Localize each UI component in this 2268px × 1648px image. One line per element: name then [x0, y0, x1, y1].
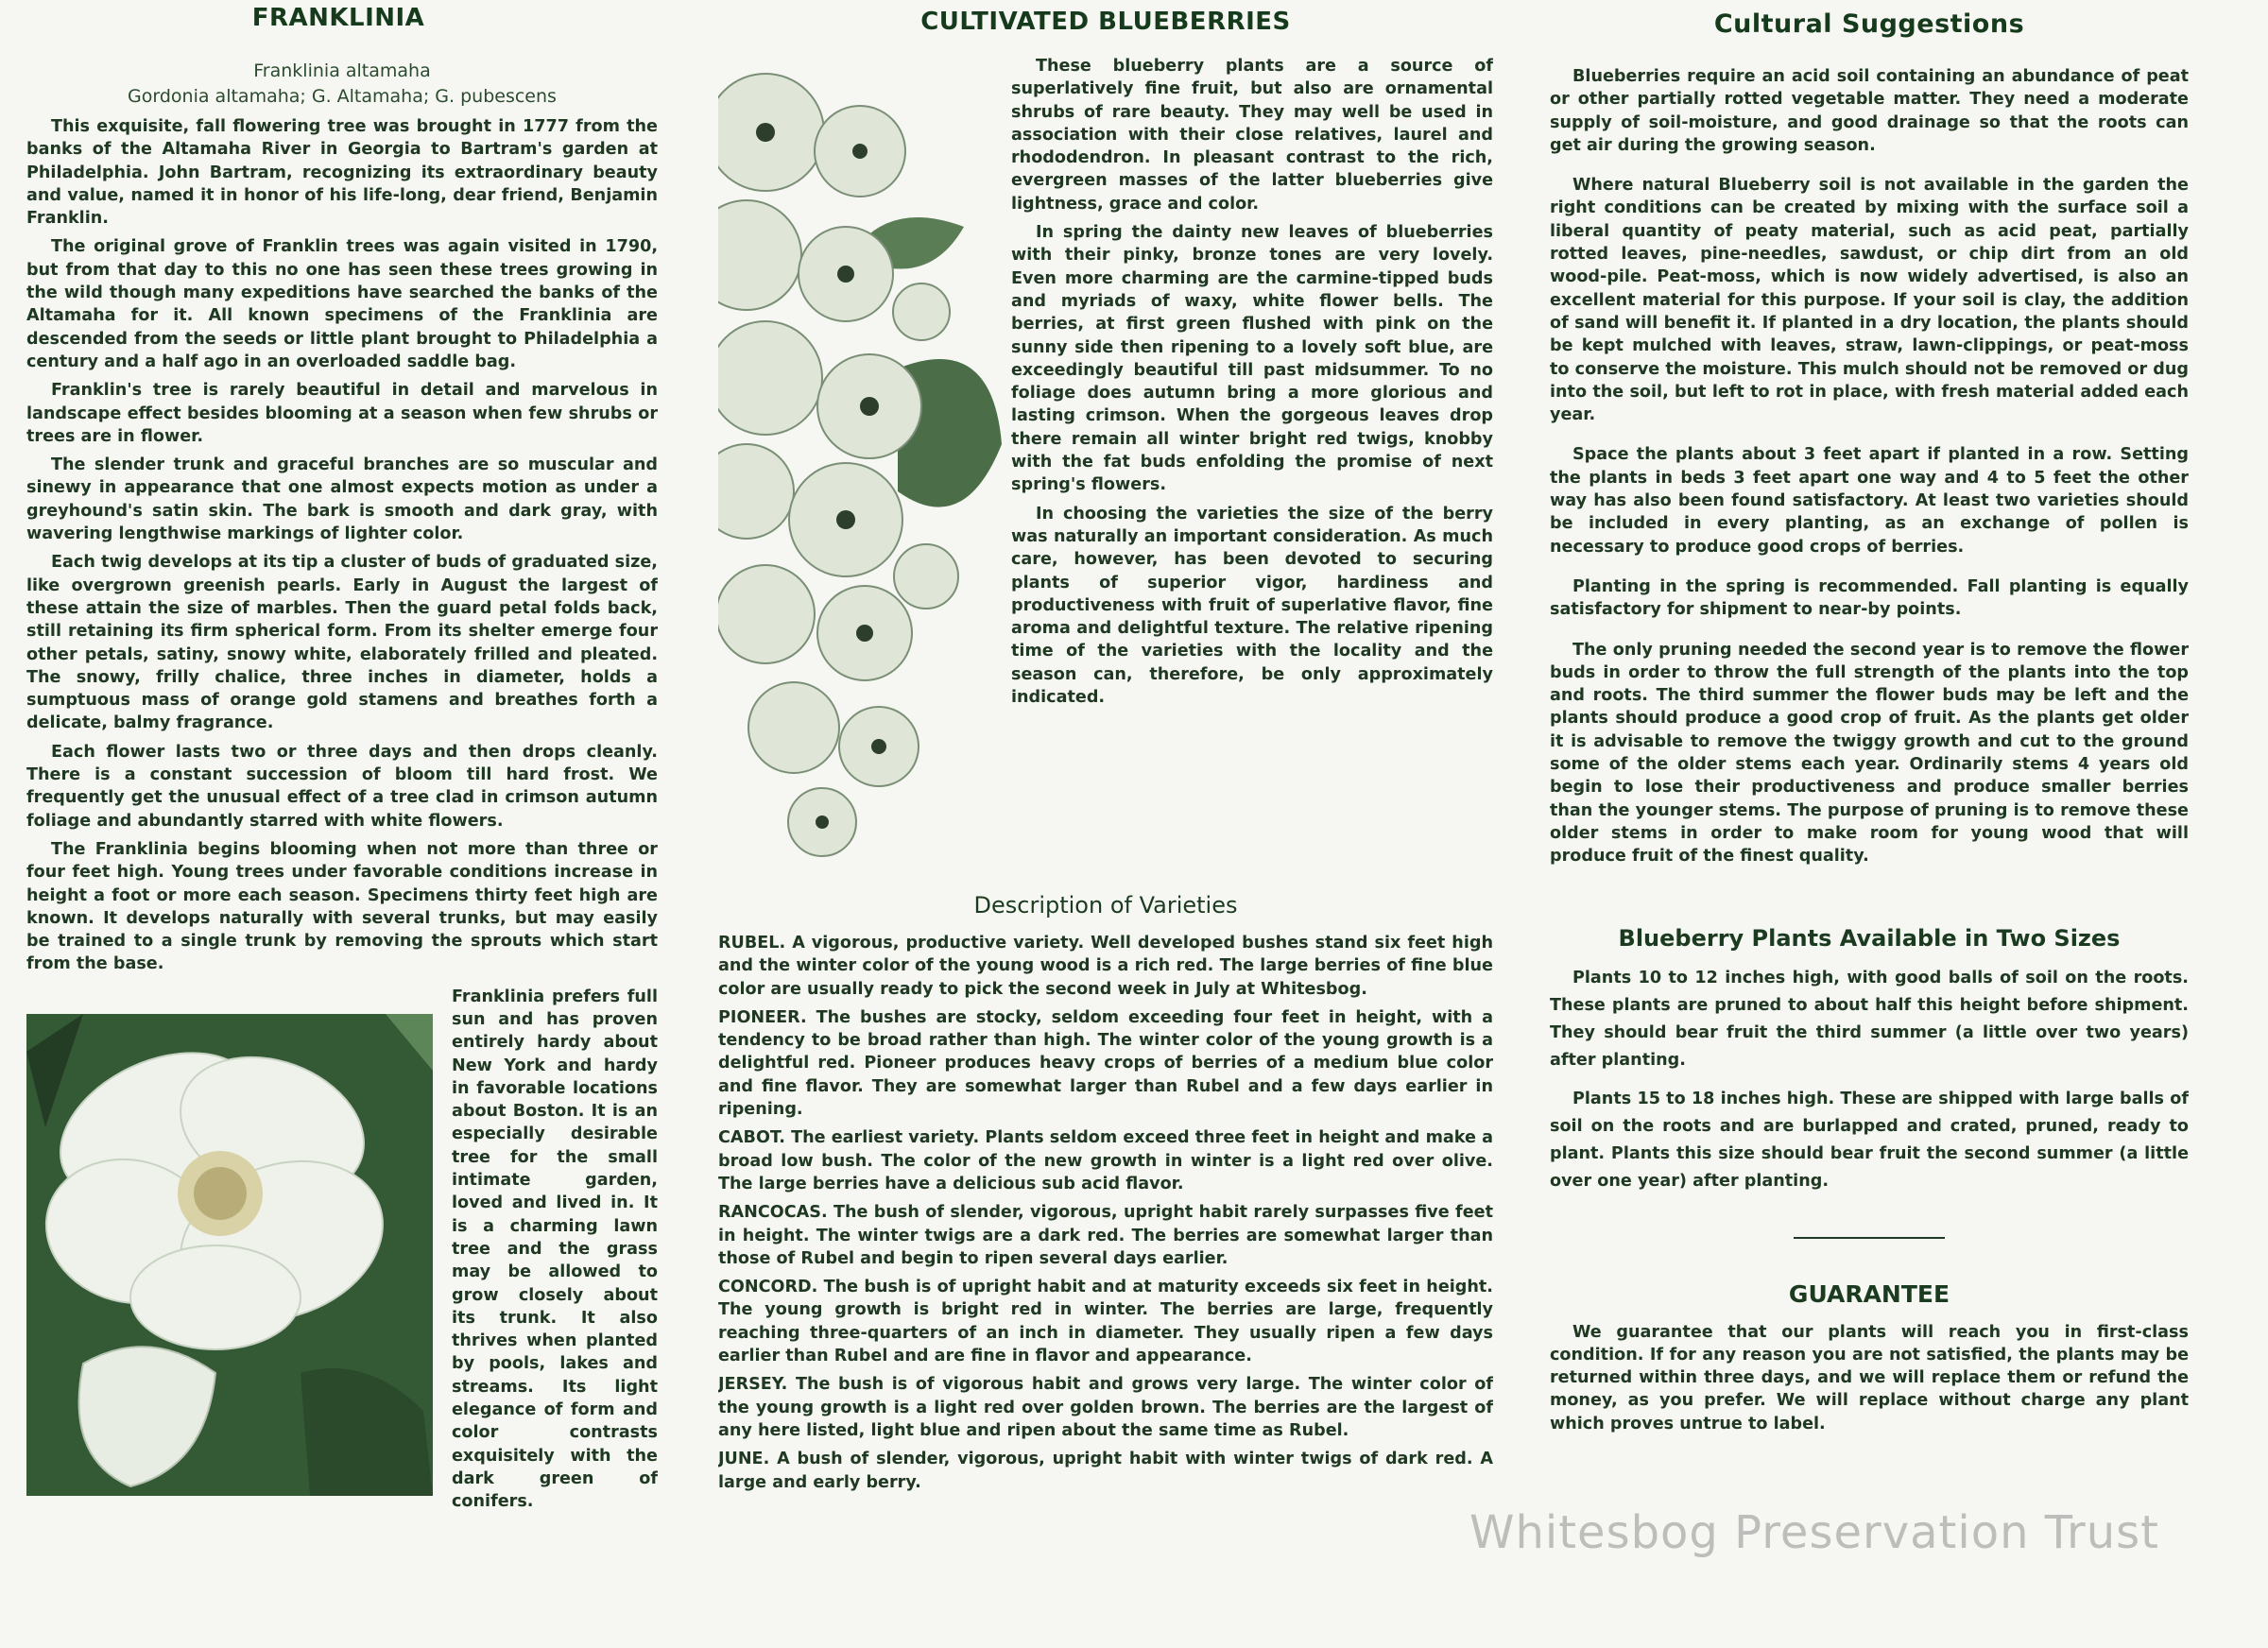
variety-name: RANCOCAS.: [718, 1203, 828, 1223]
watermark: Whitesbog Preservation Trust: [1469, 1506, 2159, 1559]
blueberries-paragraph: These blueberry plants are a source of superlatively fine fruit, but also are ornamental shrubs of rare beauty. They may well be used in association with their close relatives, laurel and rhododendron. In pleasant contrast to the rich, evergreen masses of the latter blueberries give lightness, grace and color.: [1011, 57, 1493, 214]
franklinia-flower-photo: [26, 1014, 433, 1496]
variety-description: A vigorous, productive variety. Well developed bushes stand six feet high and the winter color of the young wood is a rich red. The large berries of fine blue color are usually ready to pick the second week in July at Whitesbog.: [718, 934, 1493, 999]
variety-name: PIONEER.: [718, 1007, 807, 1027]
blueberries-paragraph: In choosing the varieties the size of the berry was naturally an important consideration. As much care, however, has been devoted to securing plants of superior vigor, hardiness and productiveness with fruit of superlative flavor, fine aroma and delightful texture. The relative ripening time of the varieties with the locality and the season can, therefore, be only approximately indicated.: [1011, 504, 1493, 708]
variety-item: [718, 1373, 1493, 1442]
variety-item: [718, 1276, 1493, 1367]
franklinia-latin-name: Franklinia altamaha: [253, 60, 431, 81]
franklinia-flower-illustration: [26, 1014, 433, 1496]
variety-description: The bush of slender, vigorous, upright habit rarely surpasses five feet in height. The winter twigs are a dark red. The berries are somewhat larger than those of Rubel and begin to ripen several days earlier.: [718, 1203, 1493, 1268]
cultural-title: Cultural Suggestions: [1713, 9, 2025, 39]
sizes-list: [1550, 965, 2189, 1195]
cultural-paragraph: Space the plants about 3 feet apart if planted in a row. Setting the plants in beds 3 feet apart one way and 4 to 5 feet the other way has also been found satisfactory. At least two varieties should be included in every planting, as an exchange of pollen is necessary to produce good crops of berries.: [1550, 445, 2189, 557]
franklinia-paragraph: This exquisite, fall flowering tree was brought in 1777 from the banks of the Altamaha River in Georgia to Bartram's garden at Philadelphia. John Bartram, recognizing its extraordinary beauty and value, named it in honor of his life-long, dear friend, Benjamin Franklin.: [26, 117, 658, 229]
guarantee-heading: GUARANTEE: [1788, 1279, 1950, 1308]
guarantee-text: We guarantee that our plants will reach you in first-class condition. If for any reason you are not satisfied, the plants may be returned within three days, and we will replace them or refund the money, as you prefer. We will replace without charge any plant which proves untrue to label.: [1550, 1322, 2189, 1433]
franklinia-paragraph: Each flower lasts two or three days and then drops cleanly. There is a constant succession of bloom till hard frost. We frequently get the unusual effect of a tree clad in crimson autumn foliage and abundantly starred with white flowers.: [26, 742, 658, 831]
franklinia-paragraph: The original grove of Franklin trees was again visited in 1790, but from that day to this no one has seen these trees growing in the wild though many expeditions have searched the banks of the Altamaha for it. All known specimens of the Franklinia are descended from the seeds or little plant brought to Philadelphia a century and a half ago in an overloaded saddle bag.: [26, 237, 658, 371]
size-item: Plants 10 to 12 inches high, with good balls of soil on the roots. These plants are pruned to about half this height before shipment. They should bear fruit the third summer (a little over two years) after planting.: [1550, 968, 2189, 1070]
franklinia-paragraph: The slender trunk and graceful branches are so muscular and sinewy in appearance that one almost expects motion as under a greyhound's satin skin. The bark is smooth and dark gray, with wavering lengthwise markings of lighter color.: [26, 455, 658, 544]
franklinia-title: FRANKLINIA: [251, 4, 425, 32]
variety-list: [718, 932, 1493, 1494]
variety-name: JUNE.: [718, 1450, 770, 1469]
blueberries-title: CULTIVATED BLUEBERRIES: [920, 8, 1291, 36]
varieties-heading: Description of Varieties: [973, 892, 1238, 918]
size-item: Plants 15 to 18 inches high. These are shipped with large balls of soil on the roots and are burlapped and crated, pruned, ready to plant. Plants this size should bear fruit the second summer (a little over one year) after planting.: [1550, 1089, 2189, 1191]
variety-name: CABOT.: [718, 1128, 785, 1148]
sizes-heading: Blueberry Plants Available in Two Sizes: [1618, 924, 2121, 952]
franklinia-paragraph: Franklinia prefers full sun and has proven entirely hardy about New York and hardy in favorable locations about Boston. It is an especially desirable tree for the small intimate garden, loved and lived in. It is a charming lawn tree and the grass may be allowed to grow closely about its trunk. It also thrives when planted by pools, lakes and streams. Its light elegance of form and color contrasts exquisitely with the dark green of conifers.: [452, 987, 658, 1512]
variety-description: The bushes are stocky, seldom exceeding four feet in height, with a tendency to be broad rather than high. The winter color of the young growth is a delightful red. Pioneer produces heavy crops of berries of a medium blue color and fine flavor. They are somewhat larger than Rubel and a few days earlier in ripening.: [718, 1007, 1493, 1120]
cultural-paragraph: The only pruning needed the second year is to remove the flower buds in order to throw the full strength of the plants into the top and roots. The third summer the flower buds may be left and the plants should produce a good crop of fruit. As the plants get older it is advisable to remove the twiggy growth and cut to the ground some of the older stems each year. Ordinarily stems 4 years old begin to lose their productiveness and produce smaller berries than the younger stems. The purpose of pruning is to remove these older stems in order to make room for young wood that will produce fruit of the finest quality.: [1550, 640, 2189, 867]
variety-item: [718, 1448, 1493, 1494]
variety-item: [718, 1201, 1493, 1270]
variety-description: The bush is of upright habit and at maturity exceeds six feet in height. The young growth is bright red in winter. The berries are large, frequently reaching three-quarters of an inch in diameter. They usually ripen a few days earlier than Rubel and are fine in flavor and appearance.: [718, 1278, 1493, 1366]
cultural-paragraph: Where natural Blueberry soil is not available in the garden the right conditions can be created by mixing with the surface soil a liberal quantity of peaty material, such as acid peat, partially rotted leaves, pine-needles, sawdust, or chip dirt from an old wood-pile. Peat-moss, which is now widely advertised, is also an excellent material for this purpose. If your soil is clay, the addition of sand will benefit it. If planted in a dry location, the plants should be kept mulched with leaves, straw, lawn-clippings, or peat-moss to conserve the moisture. This mulch should not be removed or dug into the soil, but left to rot in place, with fresh material added each year.: [1550, 176, 2189, 425]
cultural-paragraph: Planting in the spring is recommended. Fall planting is equally satisfactory for shipment to near-by points.: [1550, 576, 2189, 620]
franklinia-paragraph: The Franklinia begins blooming when not more than three or four feet high. Young trees under favorable conditions increase in height a foot or more each season. Specimens thirty feet high are known. It develops naturally with several trunks, but may easily be trained to a single trunk by removing the sprouts which start from the base.: [26, 839, 658, 974]
variety-item: [718, 1126, 1493, 1195]
variety-description: The earliest variety. Plants seldom exceed three feet in height and make a broad low bush. The color of the new growth in winter is a light red over olive. The large berries have a delicious sub acid flavor.: [718, 1128, 1493, 1193]
cultural-column: [1550, 0, 2189, 1648]
variety-description: A bush of slender, vigorous, upright habit with winter twigs of dark red. A large and early berry.: [718, 1450, 1493, 1492]
variety-item: [718, 1006, 1493, 1121]
variety-description: The bush is of vigorous habit and grows very large. The winter color of the young growth is a light red over golden brown. The berries are the largest of any here listed, light blue and ripen about the same time as Rubel.: [718, 1375, 1493, 1440]
variety-name: RUBEL.: [718, 934, 786, 953]
blueberries-column: [718, 0, 1493, 1648]
franklinia-paragraph: Franklin's tree is rarely beautiful in detail and marvelous in landscape effect besides blooming at a season when few shrubs or trees are in flower.: [26, 381, 658, 446]
franklinia-paragraph: Each twig develops at its tip a cluster of buds of graduated size, like overgrown greenish pearls. Early in August the largest of these attain the size of marbles. Then the guard petal folds back, still retaining its firm spherical form. From its shelter emerge four other petals, satiny, snowy white, elaborately frilled and pleated. The snowy, frilly chalice, three inches in diameter, holds a sumptuous mass of orange gold stamens and breathes forth a delicate, balmy fragrance.: [26, 553, 658, 733]
cultural-paragraph: Blueberries require an acid soil containing an abundance of peat or other partially rotted vegetable matter. They need a moderate supply of soil-moisture, and good drainage so that the roots can get air during the growing season.: [1550, 67, 2189, 155]
section-divider: [1794, 1237, 1945, 1239]
franklinia-column: [26, 0, 658, 1648]
blueberry-cluster-illustration: [718, 47, 1002, 879]
blueberries-photo: [718, 47, 1002, 879]
variety-name: CONCORD.: [718, 1278, 818, 1297]
variety-item: [718, 932, 1493, 1001]
variety-name: JERSEY.: [718, 1375, 788, 1395]
blueberries-paragraph: In spring the dainty new leaves of blueberries with their pinky, bronze tones are very lovely. Even more charming are the carmine-tipped buds and myriads of waxy, white flower bells. The berries, at first green flushed with pink on the sunny side then ripening to a lovely soft blue, are exceedingly beautiful till past midsummer. To no foliage does autumn bring a more glorious and lasting crimson. When the gorgeous leaves drop there remain all winter bright red twigs, knobby with the fat buds enfolding the promise of next spring's flowers.: [1011, 223, 1493, 495]
franklinia-synonyms: Gordonia altamaha; G. Altamaha; G. pubescens: [128, 86, 557, 107]
